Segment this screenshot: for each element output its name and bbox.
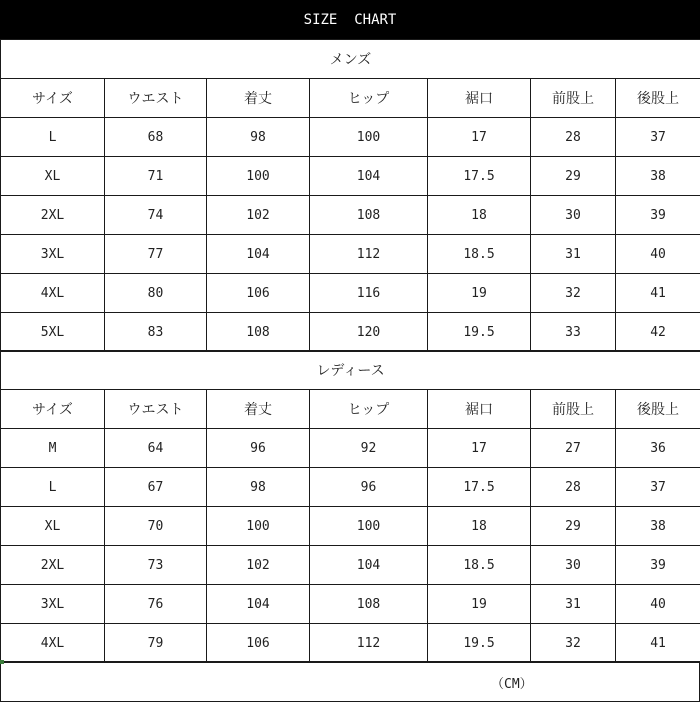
measurement-cell: 68 — [105, 118, 207, 157]
table-row — [1, 274, 700, 313]
measurement-cell: 100 — [310, 118, 428, 157]
unit-note-box — [0, 661, 700, 702]
measurement-cell: 18 — [428, 507, 531, 546]
table-row — [1, 118, 700, 157]
section-row — [1, 351, 700, 390]
measurement-cell: 98 — [207, 468, 310, 507]
measurement-cell: 31 — [531, 585, 616, 624]
size-cell: XL — [1, 157, 105, 196]
measurement-cell: 32 — [531, 274, 616, 313]
measurement-cell: 37 — [616, 118, 700, 157]
table-row — [1, 313, 700, 352]
measurement-cell: 76 — [105, 585, 207, 624]
measurement-cell: 116 — [310, 274, 428, 313]
table-row — [1, 468, 700, 507]
measurement-cell: 96 — [207, 429, 310, 468]
measurement-cell: 37 — [616, 468, 700, 507]
measurement-cell: 30 — [531, 546, 616, 585]
column-header: 着丈 — [207, 390, 310, 429]
measurement-cell: 96 — [310, 468, 428, 507]
column-header: ヒップ — [310, 390, 428, 429]
size-cell: 5XL — [1, 313, 105, 352]
measurement-cell: 71 — [105, 157, 207, 196]
measurement-cell: 120 — [310, 313, 428, 352]
measurement-cell: 17 — [428, 429, 531, 468]
measurement-cell: 31 — [531, 235, 616, 274]
section-title: レディース — [1, 351, 700, 390]
unit-label: （CM） — [491, 677, 533, 692]
table-row — [1, 157, 700, 196]
measurement-cell: 98 — [207, 118, 310, 157]
measurement-cell: 38 — [616, 157, 700, 196]
measurement-cell: 17 — [428, 118, 531, 157]
measurement-cell: 19.5 — [428, 624, 531, 663]
measurement-cell: 17.5 — [428, 468, 531, 507]
measurement-cell: 18.5 — [428, 235, 531, 274]
measurement-cell: 74 — [105, 196, 207, 235]
measurement-cell: 104 — [207, 235, 310, 274]
column-header: 裾口 — [428, 79, 531, 118]
size-cell: 4XL — [1, 624, 105, 663]
header-row — [1, 79, 700, 118]
corner-mark — [0, 660, 4, 664]
measurement-cell: 77 — [105, 235, 207, 274]
measurement-cell: 18.5 — [428, 546, 531, 585]
measurement-cell: 106 — [207, 274, 310, 313]
measurement-cell: 112 — [310, 624, 428, 663]
mens-size-table — [0, 39, 700, 352]
measurement-cell: 104 — [310, 157, 428, 196]
table-row — [1, 546, 700, 585]
measurement-cell: 83 — [105, 313, 207, 352]
measurement-cell: 108 — [207, 313, 310, 352]
size-cell: 3XL — [1, 235, 105, 274]
measurement-cell: 80 — [105, 274, 207, 313]
chart-title: SIZE CHART — [0, 0, 700, 40]
measurement-cell: 27 — [531, 429, 616, 468]
table-row — [1, 429, 700, 468]
table-row — [1, 624, 700, 663]
measurement-cell: 30 — [531, 196, 616, 235]
column-header: 前股上 — [531, 79, 616, 118]
measurement-cell: 19 — [428, 585, 531, 624]
measurement-cell: 41 — [616, 274, 700, 313]
measurement-cell: 33 — [531, 313, 616, 352]
measurement-cell: 18 — [428, 196, 531, 235]
size-cell: 3XL — [1, 585, 105, 624]
size-cell: 2XL — [1, 546, 105, 585]
column-header: ウエスト — [105, 79, 207, 118]
measurement-cell: 108 — [310, 585, 428, 624]
measurement-cell: 32 — [531, 624, 616, 663]
measurement-cell: 19 — [428, 274, 531, 313]
header-row — [1, 390, 700, 429]
measurement-cell: 92 — [310, 429, 428, 468]
measurement-cell: 100 — [207, 157, 310, 196]
measurement-cell: 64 — [105, 429, 207, 468]
column-header: 後股上 — [616, 390, 700, 429]
measurement-cell: 19.5 — [428, 313, 531, 352]
measurement-cell: 106 — [207, 624, 310, 663]
measurement-cell: 39 — [616, 546, 700, 585]
measurement-cell: 40 — [616, 235, 700, 274]
column-header: 着丈 — [207, 79, 310, 118]
measurement-cell: 28 — [531, 118, 616, 157]
column-header: ウエスト — [105, 390, 207, 429]
measurement-cell: 100 — [310, 507, 428, 546]
measurement-cell: 104 — [207, 585, 310, 624]
table-row — [1, 507, 700, 546]
measurement-cell: 108 — [310, 196, 428, 235]
size-cell: L — [1, 118, 105, 157]
womens-size-table — [0, 350, 700, 663]
table-row — [1, 196, 700, 235]
measurement-cell: 17.5 — [428, 157, 531, 196]
measurement-cell: 42 — [616, 313, 700, 352]
measurement-cell: 73 — [105, 546, 207, 585]
measurement-cell: 41 — [616, 624, 700, 663]
measurement-cell: 112 — [310, 235, 428, 274]
column-header: 裾口 — [428, 390, 531, 429]
measurement-cell: 29 — [531, 507, 616, 546]
measurement-cell: 100 — [207, 507, 310, 546]
table-row — [1, 585, 700, 624]
measurement-cell: 102 — [207, 196, 310, 235]
size-cell: 4XL — [1, 274, 105, 313]
measurement-cell: 28 — [531, 468, 616, 507]
section-row — [1, 40, 700, 79]
column-header: 前股上 — [531, 390, 616, 429]
measurement-cell: 79 — [105, 624, 207, 663]
size-cell: XL — [1, 507, 105, 546]
column-header: 後股上 — [616, 79, 700, 118]
size-cell: L — [1, 468, 105, 507]
table-row — [1, 235, 700, 274]
measurement-cell: 67 — [105, 468, 207, 507]
measurement-cell: 38 — [616, 507, 700, 546]
measurement-cell: 70 — [105, 507, 207, 546]
section-title: メンズ — [1, 40, 700, 79]
size-cell: M — [1, 429, 105, 468]
measurement-cell: 40 — [616, 585, 700, 624]
column-header: サイズ — [1, 79, 105, 118]
size-cell: 2XL — [1, 196, 105, 235]
measurement-cell: 102 — [207, 546, 310, 585]
measurement-cell: 36 — [616, 429, 700, 468]
measurement-cell: 29 — [531, 157, 616, 196]
column-header: サイズ — [1, 390, 105, 429]
measurement-cell: 39 — [616, 196, 700, 235]
measurement-cell: 104 — [310, 546, 428, 585]
column-header: ヒップ — [310, 79, 428, 118]
